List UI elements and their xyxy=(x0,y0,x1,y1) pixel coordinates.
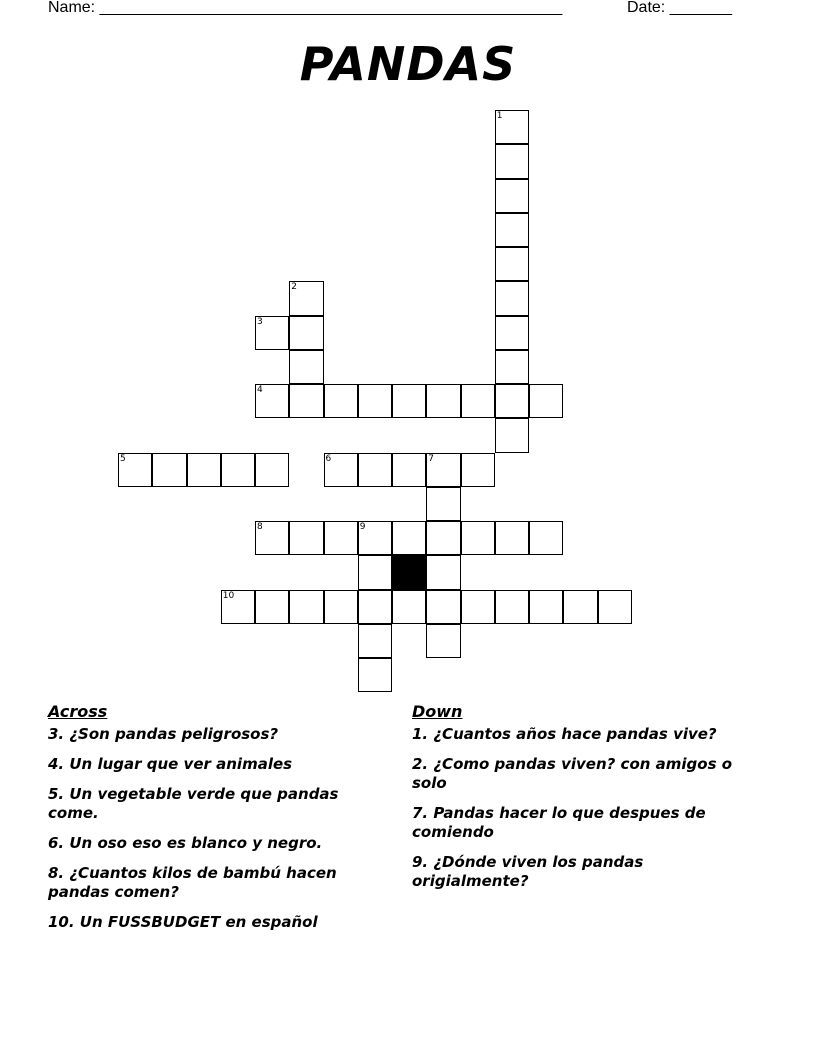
clue-number: 7 xyxy=(428,453,434,464)
answer-cell[interactable] xyxy=(392,590,426,624)
answer-cell[interactable] xyxy=(495,110,529,144)
answer-cell[interactable] xyxy=(563,590,597,624)
answer-cell[interactable] xyxy=(426,590,460,624)
answer-cell[interactable] xyxy=(426,384,460,418)
name-field[interactable]: Name: ____________________________________________________ xyxy=(48,0,563,16)
clue-number: 10 xyxy=(222,590,235,601)
answer-cell[interactable] xyxy=(255,316,289,350)
answer-cell[interactable] xyxy=(392,384,426,418)
clue-across-4: 4. Un lugar que ver animales xyxy=(48,755,293,773)
answer-cell[interactable] xyxy=(289,316,323,350)
answer-cell[interactable] xyxy=(461,521,495,555)
answer-cell[interactable] xyxy=(255,384,289,418)
answer-cell[interactable] xyxy=(358,521,392,555)
page-title: PANDAS xyxy=(299,37,517,91)
answer-cell[interactable] xyxy=(289,384,323,418)
answer-cell[interactable] xyxy=(324,590,358,624)
answer-cell[interactable] xyxy=(392,521,426,555)
down-clues xyxy=(412,702,752,902)
answer-cell[interactable] xyxy=(221,590,255,624)
across-heading: Across xyxy=(48,702,108,721)
answer-cell[interactable] xyxy=(598,590,632,624)
down-heading: Down xyxy=(412,702,463,721)
clue-across-10: 10. Un FUSSBUDGET en español xyxy=(48,913,318,931)
answer-cell[interactable] xyxy=(324,453,358,487)
clue-number: 5 xyxy=(120,453,126,464)
answer-cell[interactable] xyxy=(187,453,221,487)
answer-cell[interactable] xyxy=(461,453,495,487)
answer-cell[interactable] xyxy=(358,555,392,589)
clue-number: 9 xyxy=(359,522,366,532)
answer-cell[interactable] xyxy=(495,418,529,452)
answer-cell[interactable] xyxy=(495,213,529,247)
answer-cell[interactable] xyxy=(392,453,426,487)
answer-cell[interactable] xyxy=(255,590,289,624)
answer-cell[interactable] xyxy=(324,521,358,555)
clue-number: 8 xyxy=(257,522,263,532)
answer-cell[interactable] xyxy=(358,453,392,487)
answer-cell[interactable] xyxy=(495,281,529,315)
answer-cell[interactable] xyxy=(495,179,529,213)
answer-cell[interactable] xyxy=(426,453,460,487)
answer-cell[interactable] xyxy=(324,384,358,418)
answer-cell[interactable] xyxy=(529,590,563,624)
answer-cell[interactable] xyxy=(289,521,323,555)
answer-cell[interactable] xyxy=(358,590,392,624)
clue-number: 1 xyxy=(496,111,503,121)
date-field[interactable]: Date: _______ xyxy=(627,0,732,16)
clue-across-6: 6. Un oso eso es blanco y negro. xyxy=(48,834,323,852)
across-clues xyxy=(48,702,388,943)
clue-down-9: 9. ¿Dónde viven los pandas origialmente? xyxy=(412,853,644,890)
answer-cell[interactable] xyxy=(289,350,323,384)
answer-cell[interactable] xyxy=(426,624,460,658)
clue-down-1: 1. ¿Cuantos años hace pandas vive? xyxy=(412,725,717,743)
answer-cell[interactable] xyxy=(495,247,529,281)
answer-cell[interactable] xyxy=(461,590,495,624)
clue-across-3: 3. ¿Son pandas peligrosos? xyxy=(48,725,279,743)
answer-cell[interactable] xyxy=(426,487,460,521)
answer-cell[interactable] xyxy=(358,658,392,692)
answer-cell[interactable] xyxy=(461,384,495,418)
answer-cell[interactable] xyxy=(358,384,392,418)
answer-cell[interactable] xyxy=(289,590,323,624)
clue-number: 2 xyxy=(291,282,297,293)
clue-number: 4 xyxy=(257,385,263,395)
answer-cell[interactable] xyxy=(221,453,255,487)
answer-cell[interactable] xyxy=(255,453,289,487)
answer-cell[interactable] xyxy=(529,384,563,418)
clue-across-5: 5. Un vegetable verde que pandas come. xyxy=(48,785,339,822)
answer-cell[interactable] xyxy=(426,555,460,589)
answer-cell[interactable] xyxy=(495,316,529,350)
clue-down-7: 7. Pandas hacer lo que despues de comiendo xyxy=(412,804,706,841)
answer-cell[interactable] xyxy=(426,521,460,555)
clue-number: 3 xyxy=(257,316,263,327)
answer-cell[interactable] xyxy=(255,521,289,555)
answer-cell[interactable] xyxy=(529,521,563,555)
black-cell xyxy=(392,555,426,589)
answer-cell[interactable] xyxy=(495,350,529,384)
clue-number: 6 xyxy=(325,453,332,464)
answer-cell[interactable] xyxy=(152,453,186,487)
clue-down-2: 2. ¿Como pandas viven? con amigos o solo xyxy=(412,755,733,792)
clue-across-8: 8. ¿Cuantos kilos de bambú hacen pandas comen? xyxy=(48,864,337,901)
answer-cell[interactable] xyxy=(289,281,323,315)
answer-cell[interactable] xyxy=(495,590,529,624)
answer-cell[interactable] xyxy=(358,624,392,658)
answer-cell[interactable] xyxy=(495,144,529,178)
answer-cell[interactable] xyxy=(495,521,529,555)
answer-cell[interactable] xyxy=(118,453,152,487)
answer-cell[interactable] xyxy=(495,384,529,418)
